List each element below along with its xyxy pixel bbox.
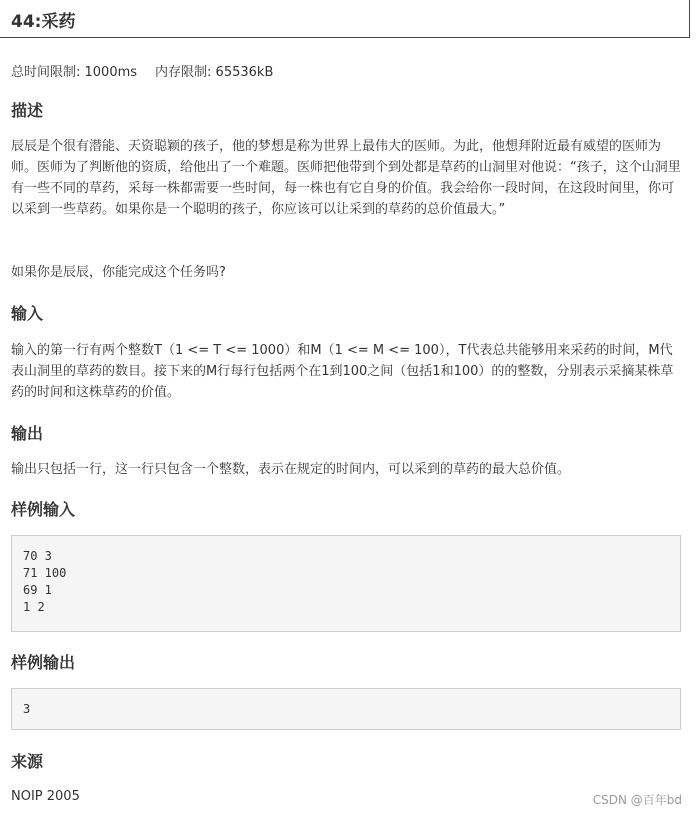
sample-output-line: 3 xyxy=(23,702,31,716)
source-heading: 来源 xyxy=(11,752,44,771)
limits-line xyxy=(11,61,273,80)
sample-input-line: 69 1 xyxy=(23,583,52,597)
description-question: 如果你是辰辰，你能完成这个任务吗? xyxy=(11,265,226,280)
description-paragraph: 辰辰是个很有潜能、天资聪颖的孩子，他的梦想是称为世界上最伟大的医师。为此，他想拜附近最有威望的医师为师。医师为了判断他的资质，给他出了一个难题。医师把他带到个到处都是草药的山洞里对他说：“孩子，这个山洞里有一些不同的草药，采每一株都需要一些时间，每一株也有它自身的价值。我会给你一段时间，在这段时间里，你可以采到一些草药。如果你是一个聪明的孩子，你应该可以让采到的草药的总价值最大。” xyxy=(11,139,681,217)
sample-output-box xyxy=(11,688,681,730)
sample-input-line: 71 100 xyxy=(23,566,67,580)
output-heading: 输出 xyxy=(11,424,44,443)
output-description: 输出只包括一行，这一行只包含一个整数，表示在规定的时间内，可以采到的草药的最大总价值。 xyxy=(11,462,571,477)
input-description: 输入的第一行有两个整数T（1 <= T <= 1000）和M（1 <= M <= 100），T代表总共能够用来采药的时间，M代表山洞里的草药的数目。接下来的M行每行包括两个在1到100之间（包括1和100）的的整数，分别表示采摘某株草药的时间和这株草药的价值。 xyxy=(11,343,674,400)
memory-limit: 内存限制: 65536kB xyxy=(155,65,274,80)
sample-input-line: 1 2 xyxy=(23,600,45,614)
sample-input-line: 70 3 xyxy=(23,549,52,563)
sample-output-heading: 样例输出 xyxy=(11,653,76,672)
page-title: 44:采药 xyxy=(11,12,76,32)
csdn-watermark: CSDN @百年bd xyxy=(592,793,682,807)
sample-input-heading: 样例输入 xyxy=(11,500,76,519)
sample-input-box xyxy=(11,535,681,632)
source-text: NOIP 2005 xyxy=(11,789,80,804)
title-bar xyxy=(0,0,690,38)
description-heading: 描述 xyxy=(11,101,44,120)
time-limit: 总时间限制: 1000ms xyxy=(11,65,138,80)
input-heading: 输入 xyxy=(11,304,44,323)
